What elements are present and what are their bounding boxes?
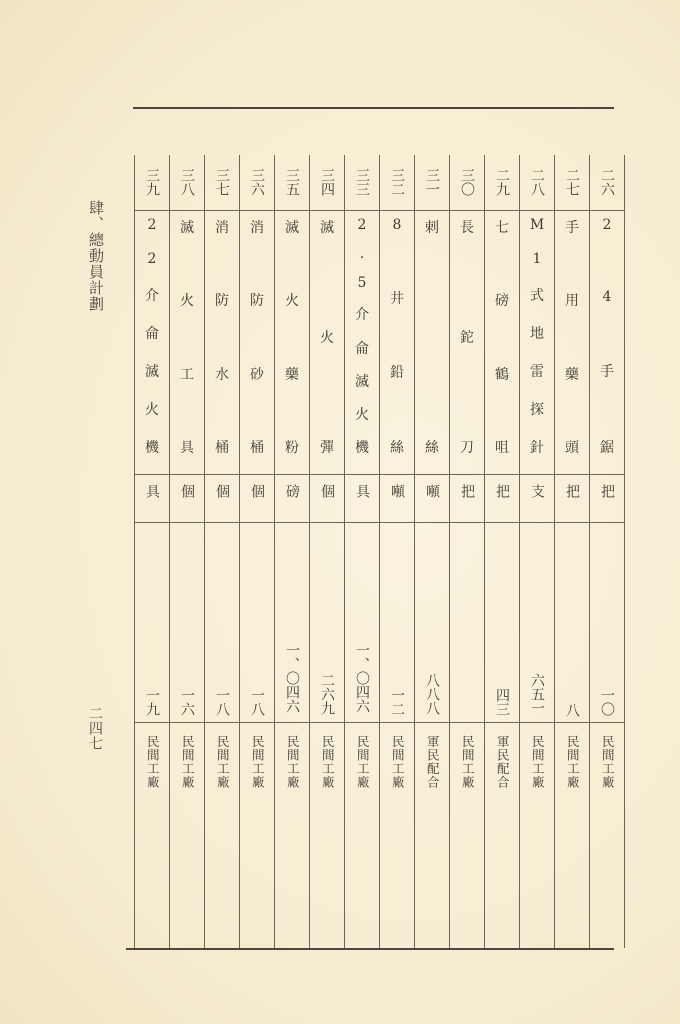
row-number: 三六 [249, 168, 265, 196]
item-name: 滅 火 藥 粉 [285, 220, 299, 456]
item-unit: 支 [529, 484, 545, 498]
item-name: 七 磅 鶴 咀 [495, 220, 509, 456]
item-unit: 個 [249, 484, 265, 498]
item-quantity: 一、〇四六 [354, 643, 370, 713]
row-number: 三三 [354, 168, 370, 196]
row-number: 二六 [599, 168, 615, 196]
item-source: 民間工廠 [320, 735, 336, 789]
item-unit: 個 [319, 484, 335, 498]
item-quantity: 一八 [214, 688, 230, 716]
row-rule [134, 722, 624, 723]
item-quantity: 四三 [494, 688, 510, 716]
row-rule [134, 474, 624, 475]
item-source: 軍民配合 [425, 735, 441, 789]
item-quantity: 一九 [144, 688, 160, 716]
row-rule [134, 522, 624, 523]
item-unit: 把 [564, 484, 580, 498]
item-source: 民間工廠 [565, 735, 581, 789]
item-unit: 個 [179, 484, 195, 498]
item-unit: 把 [494, 484, 510, 498]
item-unit: 具 [144, 484, 160, 498]
item-name: 滅 火 工 具 [180, 220, 194, 456]
item-unit: 具 [354, 484, 370, 498]
item-unit: 把 [599, 484, 615, 498]
item-source: 民間工廠 [250, 735, 266, 789]
item-unit: 把 [459, 484, 475, 498]
row-number: 二七 [564, 168, 580, 196]
item-source: 民間工廠 [530, 735, 546, 789]
item-source: 民間工廠 [600, 735, 616, 789]
item-unit: 磅 [284, 484, 300, 498]
row-number: 二九 [494, 168, 510, 196]
row-number: 三七 [214, 168, 230, 196]
item-source: 民間工廠 [285, 735, 301, 789]
row-number: 三九 [144, 168, 160, 196]
item-name: 2 4 手 鋸 [600, 217, 614, 456]
item-quantity: 八八八 [424, 673, 440, 715]
item-unit: 個 [214, 484, 230, 498]
item-source: 民間工廠 [355, 735, 371, 789]
row-number: 三〇 [459, 168, 475, 196]
item-name: 長 鉈 刀 [460, 220, 474, 456]
item-source: 民間工廠 [215, 735, 231, 789]
row-number: 三一 [424, 168, 440, 196]
item-quantity: 一六 [179, 688, 195, 716]
item-quantity: 一、〇四六 [284, 643, 300, 713]
column-rule [624, 155, 625, 948]
item-quantity: 一〇 [599, 688, 615, 716]
item-source: 民間工廠 [390, 735, 406, 789]
item-source: 民間工廠 [180, 735, 196, 789]
row-rule [134, 210, 624, 211]
item-name: 2 2 介 侖 滅 火 機 [145, 217, 159, 456]
item-name: 手 用 藥 頭 [565, 220, 579, 456]
item-quantity: 一八 [249, 688, 265, 716]
item-quantity: 一二 [389, 688, 405, 716]
row-number: 三五 [284, 168, 300, 196]
page-number: 二四七 [87, 706, 103, 751]
item-source: 軍民配合 [495, 735, 511, 789]
item-quantity: 八 [564, 703, 580, 717]
row-number: 二八 [529, 168, 545, 196]
row-number: 三二 [389, 168, 405, 196]
item-quantity: 六五一 [529, 673, 545, 715]
item-name: 2 . 5 介 侖 滅 火 機 [355, 217, 369, 456]
item-name: 消 防 水 桶 [215, 220, 229, 456]
item-name: 滅 火 彈 [320, 220, 334, 456]
item-source: 民間工廠 [460, 735, 476, 789]
item-name: M 1 式 地 雷 探 針 [529, 217, 545, 456]
item-source: 民間工廠 [145, 735, 161, 789]
item-unit: 噸 [424, 484, 440, 498]
item-name: 8 井 鉛 絲 [390, 217, 404, 456]
row-number: 三八 [179, 168, 195, 196]
item-unit: 噸 [389, 484, 405, 498]
row-number: 三四 [319, 168, 335, 196]
chapter-title: 肆、總動員計劃 [87, 200, 105, 312]
item-name: 消 防 砂 桶 [250, 220, 264, 456]
item-name: 剌 絲 [425, 220, 439, 456]
item-quantity: 二六九 [319, 673, 335, 715]
